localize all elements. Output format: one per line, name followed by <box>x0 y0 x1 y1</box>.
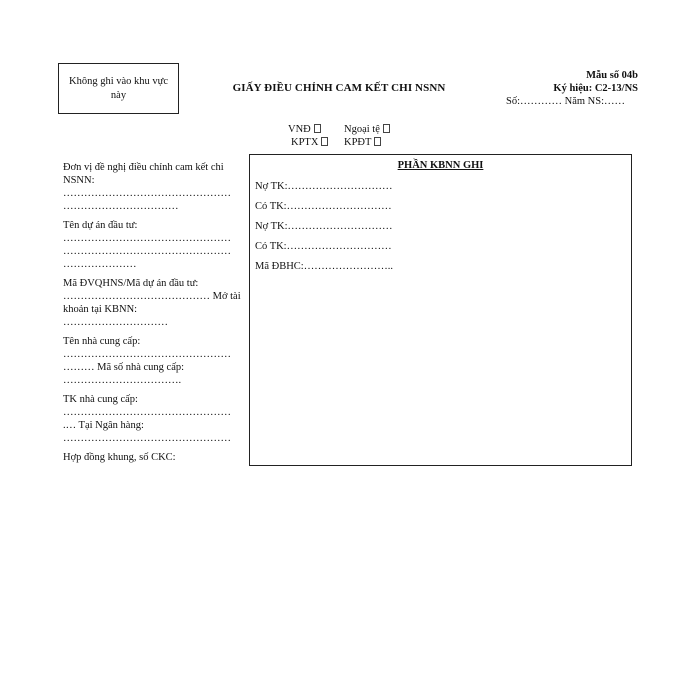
not-for-writing-text: Không ghi vào khu vực này <box>68 75 168 101</box>
number-and-budget-year: Số:………… Năm NS:…… <box>506 96 626 107</box>
bank-label: .… Tại Ngân hàng: <box>63 420 144 431</box>
bank-field[interactable]: ………………………………………… <box>63 433 231 444</box>
kbnn-section-box <box>249 154 632 466</box>
kbnn-section-header: PHẦN KBNN GHI <box>397 160 484 171</box>
framework-contract-label: Hợp đồng khung, số CKC: <box>63 452 176 463</box>
debit-account-2[interactable]: Nợ TK:………………………… <box>255 221 393 232</box>
kpdt-label: KPĐT <box>344 137 372 148</box>
vnd-option[interactable] <box>288 123 344 136</box>
form-code-block <box>488 69 638 108</box>
credit-account-2[interactable]: Có TK:………………………… <box>255 241 392 252</box>
account-field[interactable]: ………………………… <box>63 317 168 328</box>
not-for-writing-box <box>58 63 179 114</box>
vnd-label: VNĐ <box>288 124 311 135</box>
kpdt-checkbox[interactable] <box>374 137 381 146</box>
project-label: Tên dự án đầu tư: <box>63 220 138 231</box>
kpdt-option[interactable] <box>344 136 381 149</box>
kptx-label: KPTX <box>291 137 319 148</box>
credit-account-1[interactable]: Có TK:………………………… <box>255 201 392 212</box>
kbnn-entries <box>250 180 631 280</box>
supplier-name-label: Tên nhà cung cấp: <box>63 336 141 347</box>
unit-field-line-1[interactable]: ………………………………………… <box>63 188 231 199</box>
form-symbol: Ký hiệu: C2-13/NS <box>553 83 638 94</box>
document-title: GIẤY ĐIỀU CHỈNH CAM KẾT CHI NSNN <box>232 82 446 94</box>
supplier-code-field[interactable]: ……………………………. <box>63 375 182 386</box>
supplier-account-label: TK nhà cung cấp: <box>63 394 138 405</box>
project-field-line-3[interactable]: ………………… <box>63 259 137 270</box>
supplier-code-label: ……… Mã số nhà cung cấp: <box>63 362 185 373</box>
vnd-checkbox[interactable] <box>314 124 321 133</box>
requester-info-column <box>63 161 245 464</box>
currency-options <box>288 123 390 149</box>
project-field-line-1[interactable]: ………………………………………… <box>63 233 231 244</box>
foreign-currency-option[interactable] <box>344 123 390 136</box>
project-field-line-2[interactable]: ………………………………………… <box>63 246 231 257</box>
form-number: Mẫu số 04b <box>586 70 638 81</box>
admin-area-code[interactable]: Mã ĐBHC:…………………….. <box>255 261 393 272</box>
code-label: Mã ĐVQHNS/Mã dự án đầu tư: <box>63 278 199 289</box>
supplier-name-field[interactable]: ………………………………………… <box>63 349 231 360</box>
foreign-currency-label: Ngoại tệ <box>344 124 380 135</box>
kptx-option[interactable] <box>288 136 344 149</box>
debit-account-1[interactable]: Nợ TK:………………………… <box>255 181 393 192</box>
unit-field-line-2[interactable]: …………………………… <box>63 201 179 212</box>
foreign-currency-checkbox[interactable] <box>383 124 390 133</box>
unit-label: Đơn vị đề nghị điều chỉnh cam kết chi NSNN: <box>63 162 224 186</box>
code-field-and-account-label[interactable]: …………………………………… Mở tài khoản tại KBNN: <box>63 291 241 315</box>
supplier-account-field[interactable]: ………………………………………… <box>63 407 231 418</box>
kptx-checkbox[interactable] <box>321 137 328 146</box>
